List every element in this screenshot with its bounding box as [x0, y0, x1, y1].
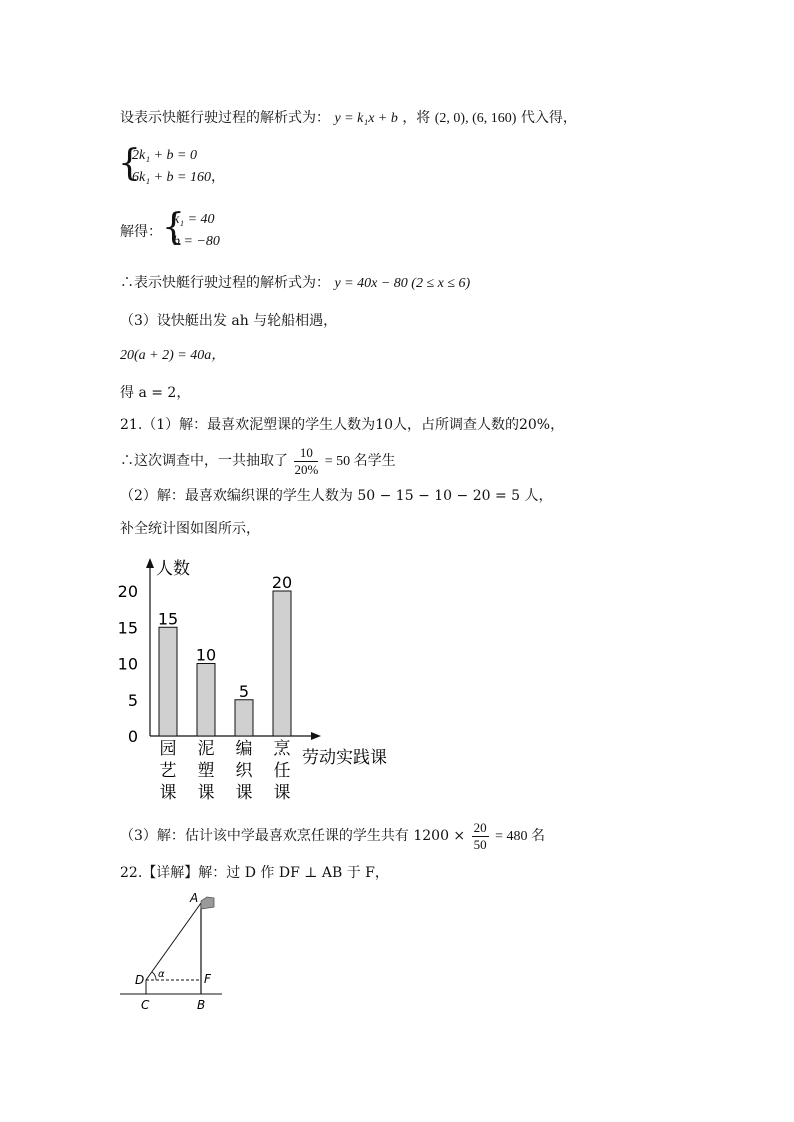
sys1-eq2: 6k₁ + b = 160 — [132, 170, 211, 185]
x-category-char: 课 — [235, 783, 253, 803]
label-d: D — [135, 973, 145, 987]
label-b: B — [197, 998, 206, 1012]
x-category-char: 课 — [197, 783, 215, 803]
line1-text3: 代入得， — [520, 110, 577, 126]
text-line-1 — [120, 108, 577, 129]
y-tick-label: 20 — [117, 582, 138, 601]
text-line-4 — [120, 273, 470, 294]
line4-text: ∴表示快艇行驶过程的解析式为： — [120, 275, 330, 291]
y-axis-arrow — [146, 558, 154, 568]
bar — [273, 591, 291, 736]
q21-line-5 — [120, 816, 545, 857]
label-c: C — [141, 998, 150, 1012]
y-tick-label: 10 — [117, 654, 138, 674]
x-category-char: 编 — [235, 739, 253, 759]
q21-line-2 — [120, 443, 396, 480]
q22-line: 22.【详解】解：过 D 作 DF ⊥ AB 于 F， — [120, 865, 389, 881]
x-category-char: 塑 — [197, 761, 215, 781]
frac-denominator: 20% — [294, 461, 319, 477]
x-category-char: 泥 — [197, 739, 215, 759]
equation-system-1 — [132, 145, 225, 189]
line1-text2: ，将 — [402, 110, 431, 126]
text-line-5: （3）设快艇出发 ah 与轮船相遇， — [120, 313, 338, 329]
brace-1: { — [118, 143, 141, 184]
x-category-char: 园 — [159, 739, 177, 759]
x-category-char: 烹 — [273, 739, 291, 759]
bar-data-label: 10 — [195, 645, 217, 665]
equation-system-2 — [173, 209, 220, 253]
sys2-eq1: k₁ = 40 — [173, 212, 215, 227]
text-line-7: 得 a = 2， — [120, 385, 191, 401]
sys1-tail: ， — [210, 170, 225, 185]
frac2-denominator: 50 — [473, 836, 487, 852]
line1-points: (2, 0), (6, 160) — [434, 111, 517, 126]
q21-line2-text: ∴这次调查中，一共抽取了 — [120, 453, 288, 469]
line4-formula: y = 40x − 80 (2 ≤ x ≤ 6) — [334, 276, 471, 291]
text-line-6: 20(a + 2) = 40a， — [120, 348, 226, 363]
bar-data-label: 20 — [271, 573, 293, 592]
q21-line5-result: = 480 名 — [495, 829, 545, 844]
x-axis-label: 劳动实践课 — [302, 748, 387, 768]
fraction-20-over-50 — [472, 820, 489, 853]
bar-data-label: 5 — [238, 681, 250, 701]
x-category-char: 任 — [273, 761, 291, 781]
label-f: F — [204, 972, 211, 986]
x-category-char: 课 — [159, 783, 177, 803]
x-category-char: 课 — [273, 783, 291, 803]
bar-data-label: 15 — [157, 609, 179, 629]
label-alpha: α — [158, 969, 165, 980]
frac2-numerator: 20 — [473, 819, 487, 835]
building-top — [201, 897, 214, 909]
line-ad — [146, 903, 201, 980]
bar-chart — [110, 548, 410, 808]
x-category-char: 织 — [235, 761, 253, 781]
sys2-eq2: b = −80 — [173, 234, 220, 249]
brace-2: { — [162, 207, 185, 248]
q21-line-4: 补全统计图如图所示， — [120, 521, 260, 537]
solve-label: 解得： — [120, 224, 162, 240]
x-category-char: 艺 — [159, 761, 177, 781]
frac-numerator: 10 — [294, 445, 318, 462]
y-tick-label: 5 — [127, 690, 138, 710]
bar — [235, 700, 253, 736]
y-tick-label: 0 — [127, 727, 138, 746]
x-axis-arrow — [311, 732, 321, 740]
line1-text: 设表示快艇行驶过程的解析式为： — [120, 110, 330, 126]
q21-line-3: （2）解：最喜欢编织课的学生人数为 50 − 15 − 10 − 20 = 5 人， — [120, 488, 553, 504]
sys1-eq1: 2k₁ + b = 0 — [132, 148, 197, 163]
bar — [159, 627, 177, 736]
geometry-figure — [115, 885, 245, 1015]
y-tick-label: 15 — [117, 618, 138, 638]
y-axis-label: 人数 — [156, 559, 190, 579]
line1-formula: y = k₁x + b — [334, 111, 398, 126]
bar — [197, 664, 215, 737]
q21-line2-result: = 50 名学生 — [324, 454, 396, 469]
q21-line-1: 21.（1）解：最喜欢泥塑课的学生人数为10人，占所调查人数的20%， — [120, 417, 565, 433]
angle-arc — [152, 972, 156, 980]
q21-line5-text: （3）解：估计该中学最喜欢烹任课的学生共有 1200 × — [120, 828, 466, 844]
label-a: A — [190, 891, 199, 905]
fraction-10-over-20pct — [294, 445, 318, 478]
